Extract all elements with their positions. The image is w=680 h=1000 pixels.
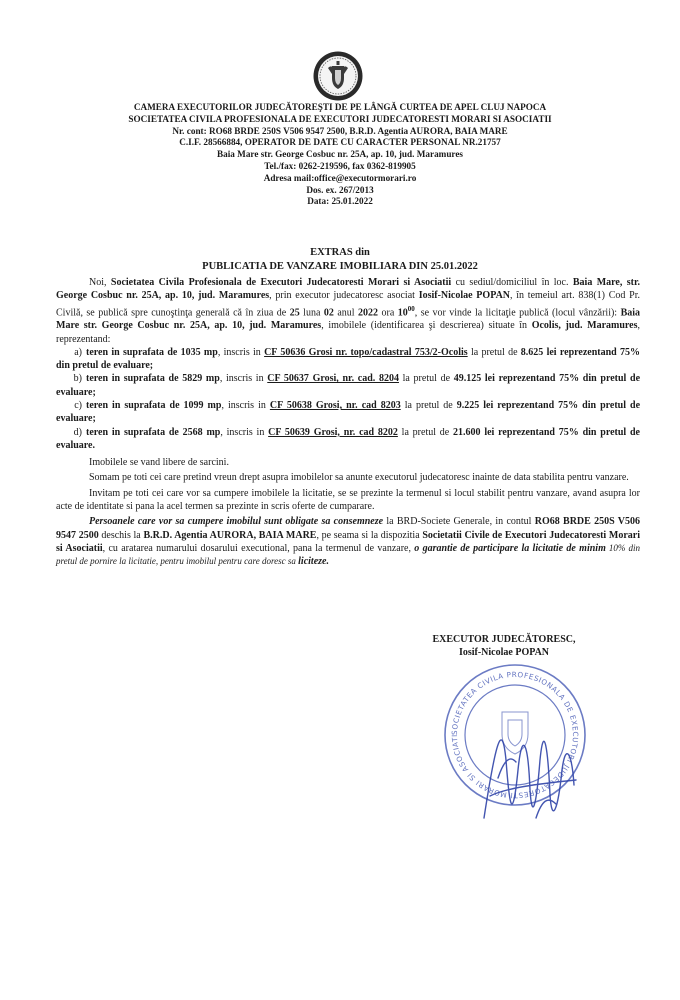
header-line-email: Adresa mail:office@executormorari.ro: [263, 172, 417, 183]
notice-paragraph: Somam pe toti cei care pretind vreun drept asupra imobilelor sa anunte executorul judecatoresc inainte de data stabilita pentru vanzare.: [89, 472, 629, 484]
intro-text: anul: [333, 306, 359, 318]
auction-month: 02: [323, 306, 334, 318]
intro-text: , prin executor judecatoresc asociat: [269, 290, 419, 302]
document-title: [60, 246, 620, 273]
intro-text: cu sediul/domiciliul în loc.: [451, 277, 573, 288]
item-price: 8.625 lei reprezentand 75% din pretul de evaluare;: [56, 346, 641, 372]
guarantee-text: , pe seama si la dispozitia: [316, 529, 423, 541]
item-text: la pretul de: [467, 346, 521, 358]
intro-text: Noi,: [89, 277, 111, 288]
guarantee-paragraph: [56, 515, 640, 568]
item-text: , inscris in: [219, 373, 268, 385]
guarantee-text: la BRD-Societe Generale, in contul: [383, 516, 535, 528]
item-text: , inscris in: [217, 346, 265, 358]
intro-text: , imobilele (identificarea şi descrierea) situate în: [321, 320, 532, 332]
item-land-register: CF 50636 Grosi nr. topo/cadastral 753/2-Ocolis: [264, 346, 468, 358]
header-line-date: Data: 25.01.2022: [307, 196, 373, 207]
guarantee-text: deschis la: [98, 529, 144, 541]
property-item-d: [56, 426, 640, 453]
intro-text: ora: [378, 306, 398, 318]
guarantee-text: Persoanele care vor sa cumpere imobilul sunt obligate sa consemneze: [89, 516, 384, 528]
company-name: Societatea Civila Profesionala de Executori Judecatoresti Morari si Asociatii: [110, 277, 452, 288]
intro-paragraph: [56, 276, 640, 346]
executor-name: Iosif-Nicolae POPAN: [418, 290, 511, 302]
document-body: [56, 276, 640, 569]
item-label: c): [74, 400, 82, 411]
auction-hour: 10: [397, 306, 408, 318]
header-line-company: SOCIETATEA CIVILA PROFESIONALA DE EXECUTORI JUDECATORESTI MORARI SI ASOCIATII: [128, 113, 552, 124]
auction-minutes: 00: [407, 304, 415, 313]
company-name: Societatii Civile de Executori Judecatoresti Morari si Asociatii: [56, 529, 641, 554]
property-item-c: [56, 399, 640, 426]
item-price: 49.125 lei reprezentand 75% din pretul de evaluare;: [56, 373, 641, 398]
item-area: teren in suprafata de 2568 mp: [86, 426, 221, 438]
header-line-chamber: CAMERA EXECUTORILOR JUDECĂTOREŞTI DE PE LÂNGĂ CURTEA DE APEL CLUJ NAPOCA: [133, 102, 547, 112]
item-text: la pretul de: [397, 426, 454, 438]
institution-header: [60, 102, 620, 208]
item-text: la pretul de: [398, 373, 454, 385]
item-price: 9.225 lei reprezentand 75% din pretul de evaluare;: [56, 400, 641, 425]
signature-block: [404, 633, 604, 659]
coat-of-arms-icon: [312, 50, 364, 102]
signature-name: Iosif-Nicolae POPAN: [458, 647, 550, 658]
property-location: Ocolis, jud. Maramures: [531, 320, 638, 332]
title-line-extras: EXTRAS din: [310, 247, 370, 258]
item-price: 21.600 lei reprezentand 75% din pretul de evaluare.: [56, 426, 640, 451]
title-line-publication: PUBLICATIA DE VANZARE IMOBILIARA DIN 25.01.2022: [202, 260, 478, 272]
auction-day: 25: [289, 306, 300, 318]
intro-text: , în temeiul art. 838(1) Cod Pr. Civilă, se publică spre cunoştinţa generală că în ziua de: [56, 290, 640, 318]
intro-text: , se vor vinde la licitaţie publică (locul vânzării):: [414, 306, 621, 318]
item-area: teren in suprafata de 5829 mp: [86, 373, 220, 385]
guarantee-text: o garantie de participare la licitatie de minim: [414, 542, 606, 554]
guarantee-text: liciteze.: [298, 556, 329, 568]
bank-account: RO68 BRDE 250S V506 9547 2500: [56, 516, 640, 541]
item-area: teren in suprafata de 1099 mp: [86, 400, 222, 411]
property-item-a: [56, 346, 640, 373]
item-text: la pretul de: [400, 400, 457, 411]
signature-title: EXECUTOR JUDECĂTORESC,: [432, 634, 576, 645]
header-line-address: Baia Mare str. George Cosbuc nr. 25A, ap. 10, jud. Maramures: [216, 149, 463, 160]
header-line-file-number: Dos. ex. 267/2013: [306, 184, 374, 195]
handwritten-signature: [476, 700, 586, 840]
guarantee-text: , cu aratarea numarului dosarului executional, pana la termenul de vanzare,: [102, 542, 415, 554]
property-item-b: [56, 372, 640, 399]
bank-branch: B.R.D. Agentia AURORA, BAIA MARE: [143, 529, 317, 541]
header-line-cif: C.I.F. 28566884, OPERATOR DE DATE CU CARACTER PERSONAL NR.21757: [179, 137, 501, 148]
item-area: teren in suprafata de 1035 mp: [86, 346, 218, 358]
invitation-paragraph: Invitam pe toti cei care vor sa cumpere imobilele la licitatie, se se prezinte la termenul si locul stabilit pentru vanzare, avand asupra lor acte de identitate si pana la acel termen sa prezinte in scris oferte de cumparare.: [56, 487, 640, 513]
item-text: , inscris in: [221, 400, 270, 411]
stamp-text: SOCIETATEA CIVILA PROFESIONALA DE EXECUTORI JUDECATORESTI MORARI SI ASOCIATI: [449, 669, 581, 801]
item-label: b): [73, 373, 82, 385]
header-line-account: Nr. cont: RO68 BRDE 250S V506 9547 2500, B.R.D. Agentia AURORA, BAIA MARE: [172, 125, 508, 136]
intro-text: luna: [299, 306, 324, 318]
item-land-register: CF 50639 Grosi, nr. cad 8202: [268, 426, 398, 438]
office-address: Baia Mare, str. George Cosbuc nr. 25A, ap. 10, jud. Maramures: [56, 277, 641, 302]
intro-text: , reprezentand:: [56, 320, 640, 345]
auction-year: 2022: [358, 306, 379, 318]
item-text: , inscris in: [220, 426, 269, 438]
item-label: d): [73, 426, 82, 438]
item-land-register: CF 50638 Grosi, nr. cad 8203: [269, 400, 401, 411]
auction-location: Baia Mare str. George Cosbuc nr. 25A, ap. 10, jud. Maramures: [56, 306, 641, 332]
encumbrance-paragraph: Imobilele se vand libere de sarcini.: [89, 457, 229, 469]
header-line-phone: Tel./fax: 0262-219596, fax 0362-819905: [264, 160, 416, 171]
item-land-register: CF 50637 Grosi, nr. cad. 8204: [267, 373, 399, 385]
item-label: a): [74, 346, 82, 358]
guarantee-text: 10% din pretul de pornire la licitatie, pentru imobilul pentru care doresc sa: [56, 542, 640, 567]
